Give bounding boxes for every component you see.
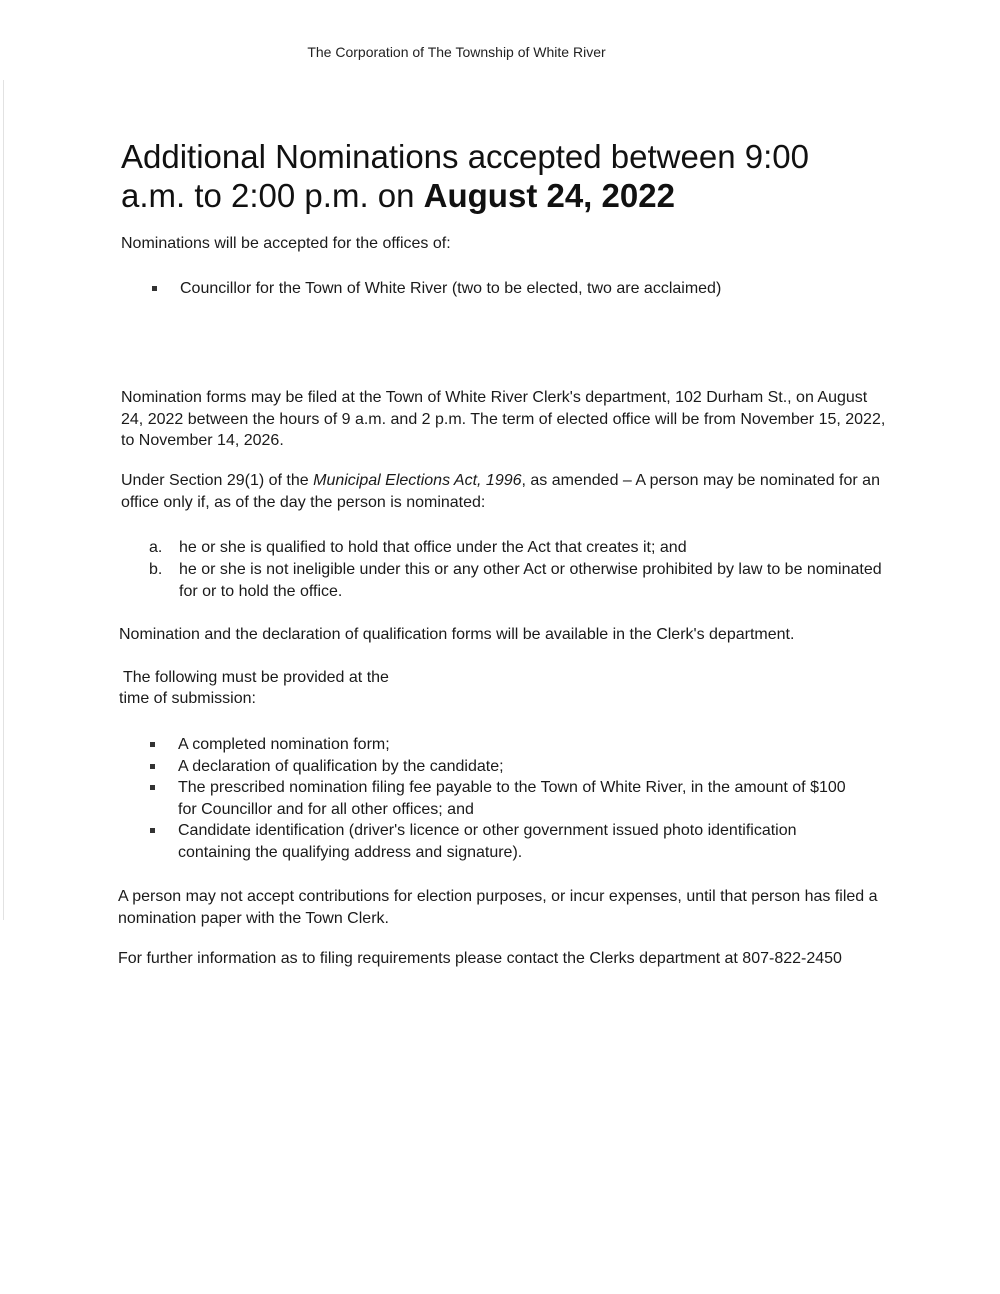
contributions-paragraph: A person may not accept contributions for election purposes, or incur expenses, until that person has filed a nomination paper with the Town Clerk. <box>118 888 878 927</box>
office-list-item <box>180 278 880 300</box>
requirement-item <box>178 777 850 820</box>
requirement-text: A completed nomination form; <box>178 736 390 753</box>
scan-edge-line <box>3 80 4 920</box>
office-text: Councillor for the Town of White River (two to be elected, two are acclaimed) <box>180 280 722 297</box>
condition-text: he or she is not ineligible under this or any other Act or otherwise prohibited by law to be nominated for or to hold the office. <box>179 561 882 600</box>
bullet-icon <box>150 785 155 790</box>
condition-marker: b. <box>149 561 163 578</box>
requirement-item <box>178 820 818 863</box>
forms-paragraph-line3: time of submission: <box>119 690 256 707</box>
condition-item <box>149 559 909 603</box>
contact-paragraph: For further information as to filing requirements please contact the Clerks department at 807-822-2450 <box>118 950 842 967</box>
forms-paragraph: Nomination and the declaration of qualification forms will be available in the Clerk's department. <box>119 626 795 643</box>
condition-item <box>149 537 909 559</box>
section-paragraph <box>121 470 881 513</box>
section-after: , as amended – A person may be nominated for an office only if, as of the day the person is nominated: <box>121 472 880 511</box>
requirement-text: A declaration of qualification by the candidate; <box>178 758 504 775</box>
bullet-icon <box>150 742 155 747</box>
forms-paragraph-line2: The following must be provided at the <box>123 669 389 686</box>
bullet-icon <box>150 764 155 769</box>
document-header: The Corporation of The Township of White River <box>307 44 606 60</box>
act-name: Municipal Elections Act, 1996 <box>313 472 522 489</box>
title-date: August 24, 2022 <box>423 177 675 214</box>
filing-paragraph: Nomination forms may be filed at the Town of White River Clerk's department, 102 Durham St., on August 24, 2022 between the hours of 9 a.m. and 2 p.m. The term of elected office will be from November 15, 2022, to November 14, 2026. <box>121 389 886 449</box>
requirement-item <box>178 756 868 778</box>
intro-text: Nominations will be accepted for the offices of: <box>121 235 451 252</box>
page-title <box>121 137 881 215</box>
condition-text: he or she is qualified to hold that office under the Act that creates it; and <box>179 539 687 556</box>
bullet-icon <box>150 828 155 833</box>
requirement-item <box>178 734 868 756</box>
title-prefix: Additional Nominations accepted between 9:00 a.m. to 2:00 p.m. on <box>121 138 809 214</box>
requirement-text: Candidate identification (driver's licence or other government issued photo identification containing the qualifying address and signature). <box>178 822 797 861</box>
section-before: Under Section 29(1) of the <box>121 472 314 489</box>
condition-marker: a. <box>149 539 163 556</box>
requirement-text: The prescribed nomination filing fee payable to the Town of White River, in the amount of $100 for Councillor and for all other offices; and <box>178 779 846 818</box>
bullet-icon <box>152 286 157 291</box>
